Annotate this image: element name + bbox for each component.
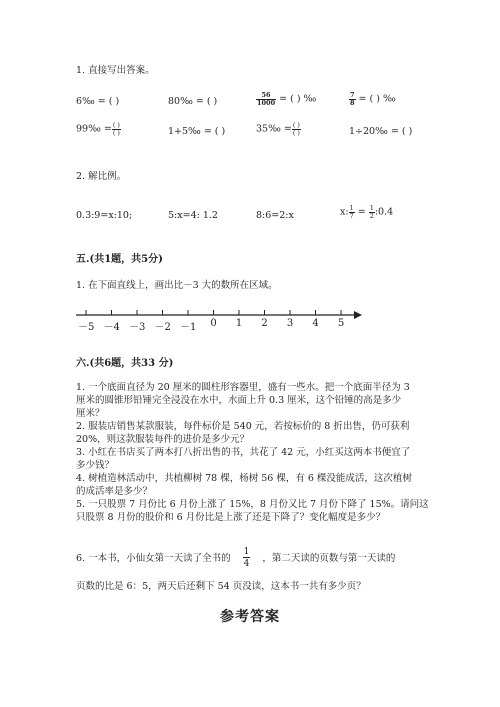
number-line-tick-label: 2	[261, 318, 268, 329]
q1-title: 1. 直接写出答案。	[76, 65, 155, 76]
q1-r2-c3: 35‰ = $\frac{( )}{( )}$	[256, 121, 300, 137]
number-line-tick-label: －5	[78, 322, 95, 333]
answers-title: 参考答案	[220, 609, 280, 625]
number-line-tick-label: 4	[312, 318, 319, 329]
section6-line: 2. 服装店销售某款服装，每件标价是 540 元，若按标价的 8 折出售，仍可获利	[76, 421, 410, 432]
number-line-tick-label: 3	[286, 318, 294, 329]
section6-line: 厘米的圆锥形铅锤完全浸没在水中，水面上升 0.3 厘米，这个铅锤的高是多少	[76, 395, 402, 406]
fraction: $\frac{( )}{( )}$	[292, 121, 300, 137]
section5-question: 1. 在下面直线上，画出比－3 大的数所在区域。	[76, 280, 278, 291]
fraction: $\frac{( )}{( )}$	[112, 121, 120, 137]
section6-heading: 六.(共6题，共33 分)	[76, 358, 174, 369]
q6-line2: 页数的比是 6：5，两天后还剩下 54 页没读，这本书一共有多少页？	[76, 581, 366, 592]
section6-line: 3. 小红在书店买了两本打八折出售的书，共花了 42 元，小红买这两本书便宜了	[76, 447, 411, 458]
q1-r1-c2: 80‰ = ( )	[168, 96, 218, 107]
q1-r1-c3: $\frac{56}{1000}$ = ( ) ‰	[257, 91, 317, 107]
number-line-arrow	[354, 311, 362, 319]
q1-r2-c2: 1+5‰ = ( )	[168, 126, 226, 137]
q2-item-2: 5:x=4: 1.2	[168, 210, 218, 221]
q1-r1-c4: $\frac{7}{8}$ = ( ) ‰	[350, 91, 396, 107]
section5-heading: 五.(共1题，共5分)	[76, 254, 163, 265]
section6-line: 多少钱？	[76, 460, 115, 471]
fraction: $\frac{7}{8}$	[350, 91, 355, 107]
number-line-tick-label: －4	[103, 322, 120, 333]
section6-line: 1. 一个底面直径为 20 厘米的圆柱形容器里，盛有一些水。把一个底面半径为 3	[76, 382, 410, 393]
number-line-tick-label: －2	[154, 322, 171, 333]
q1-r2-c4: 1÷20‰ = ( )	[349, 126, 413, 137]
section6-line: 的成活率是多少？	[76, 486, 153, 497]
number-line-tick-label: 1	[235, 318, 243, 329]
number-line-tick-label: 0	[210, 318, 217, 329]
section6-line: 只股票 8 月份的股价和 6 月份比是上涨了还是下降了？变化幅度是多少？	[76, 512, 386, 523]
q2-item-1: 0.3:9=x:10;	[76, 210, 133, 221]
section6-line: 厘米？	[76, 408, 105, 419]
fraction: $\frac{1}{7}$	[349, 204, 354, 220]
q2-item-3: 8:6=2:x	[256, 210, 294, 221]
fraction: $\frac{1}{4}$	[243, 547, 250, 569]
q2-title: 2. 解比例。	[76, 171, 127, 182]
number-line-ticks	[86, 310, 341, 315]
q1-r2-c1: 99‰ = $\frac{( )}{( )}$	[76, 121, 120, 137]
fraction: $\frac{56}{1000}$	[257, 91, 276, 107]
section6-line: 5. 一只股票 7 月份比 6 月份上涨了 15%，8 月份又比 7 月份下降了 15%。请问这	[76, 499, 429, 510]
q6-line1: 6. 一本书，小仙女第一天读了全书的 $\frac{1}{4}$ ，第二天读的页数与第一天读的	[76, 547, 396, 569]
number-line-tick-label: 5	[337, 318, 345, 329]
section6-line: 4. 树植造林活动中，共植柳树 78 棵，杨树 56 棵，有 6 棵没能成活，这次植树	[76, 473, 412, 484]
fraction: $\frac{1}{2}$	[369, 204, 374, 220]
number-line-tick-label: －3	[129, 322, 146, 333]
section6-line: 20%，则这款服装每件的进价是多少元？	[76, 434, 250, 445]
number-line-tick-label: －1	[180, 322, 197, 333]
q2-item-4: x: $\frac{1}{7}$ = $\frac{1}{2}$ :0.4	[340, 204, 394, 220]
q1-r1-c1: 6‰ = ( )	[76, 96, 120, 107]
